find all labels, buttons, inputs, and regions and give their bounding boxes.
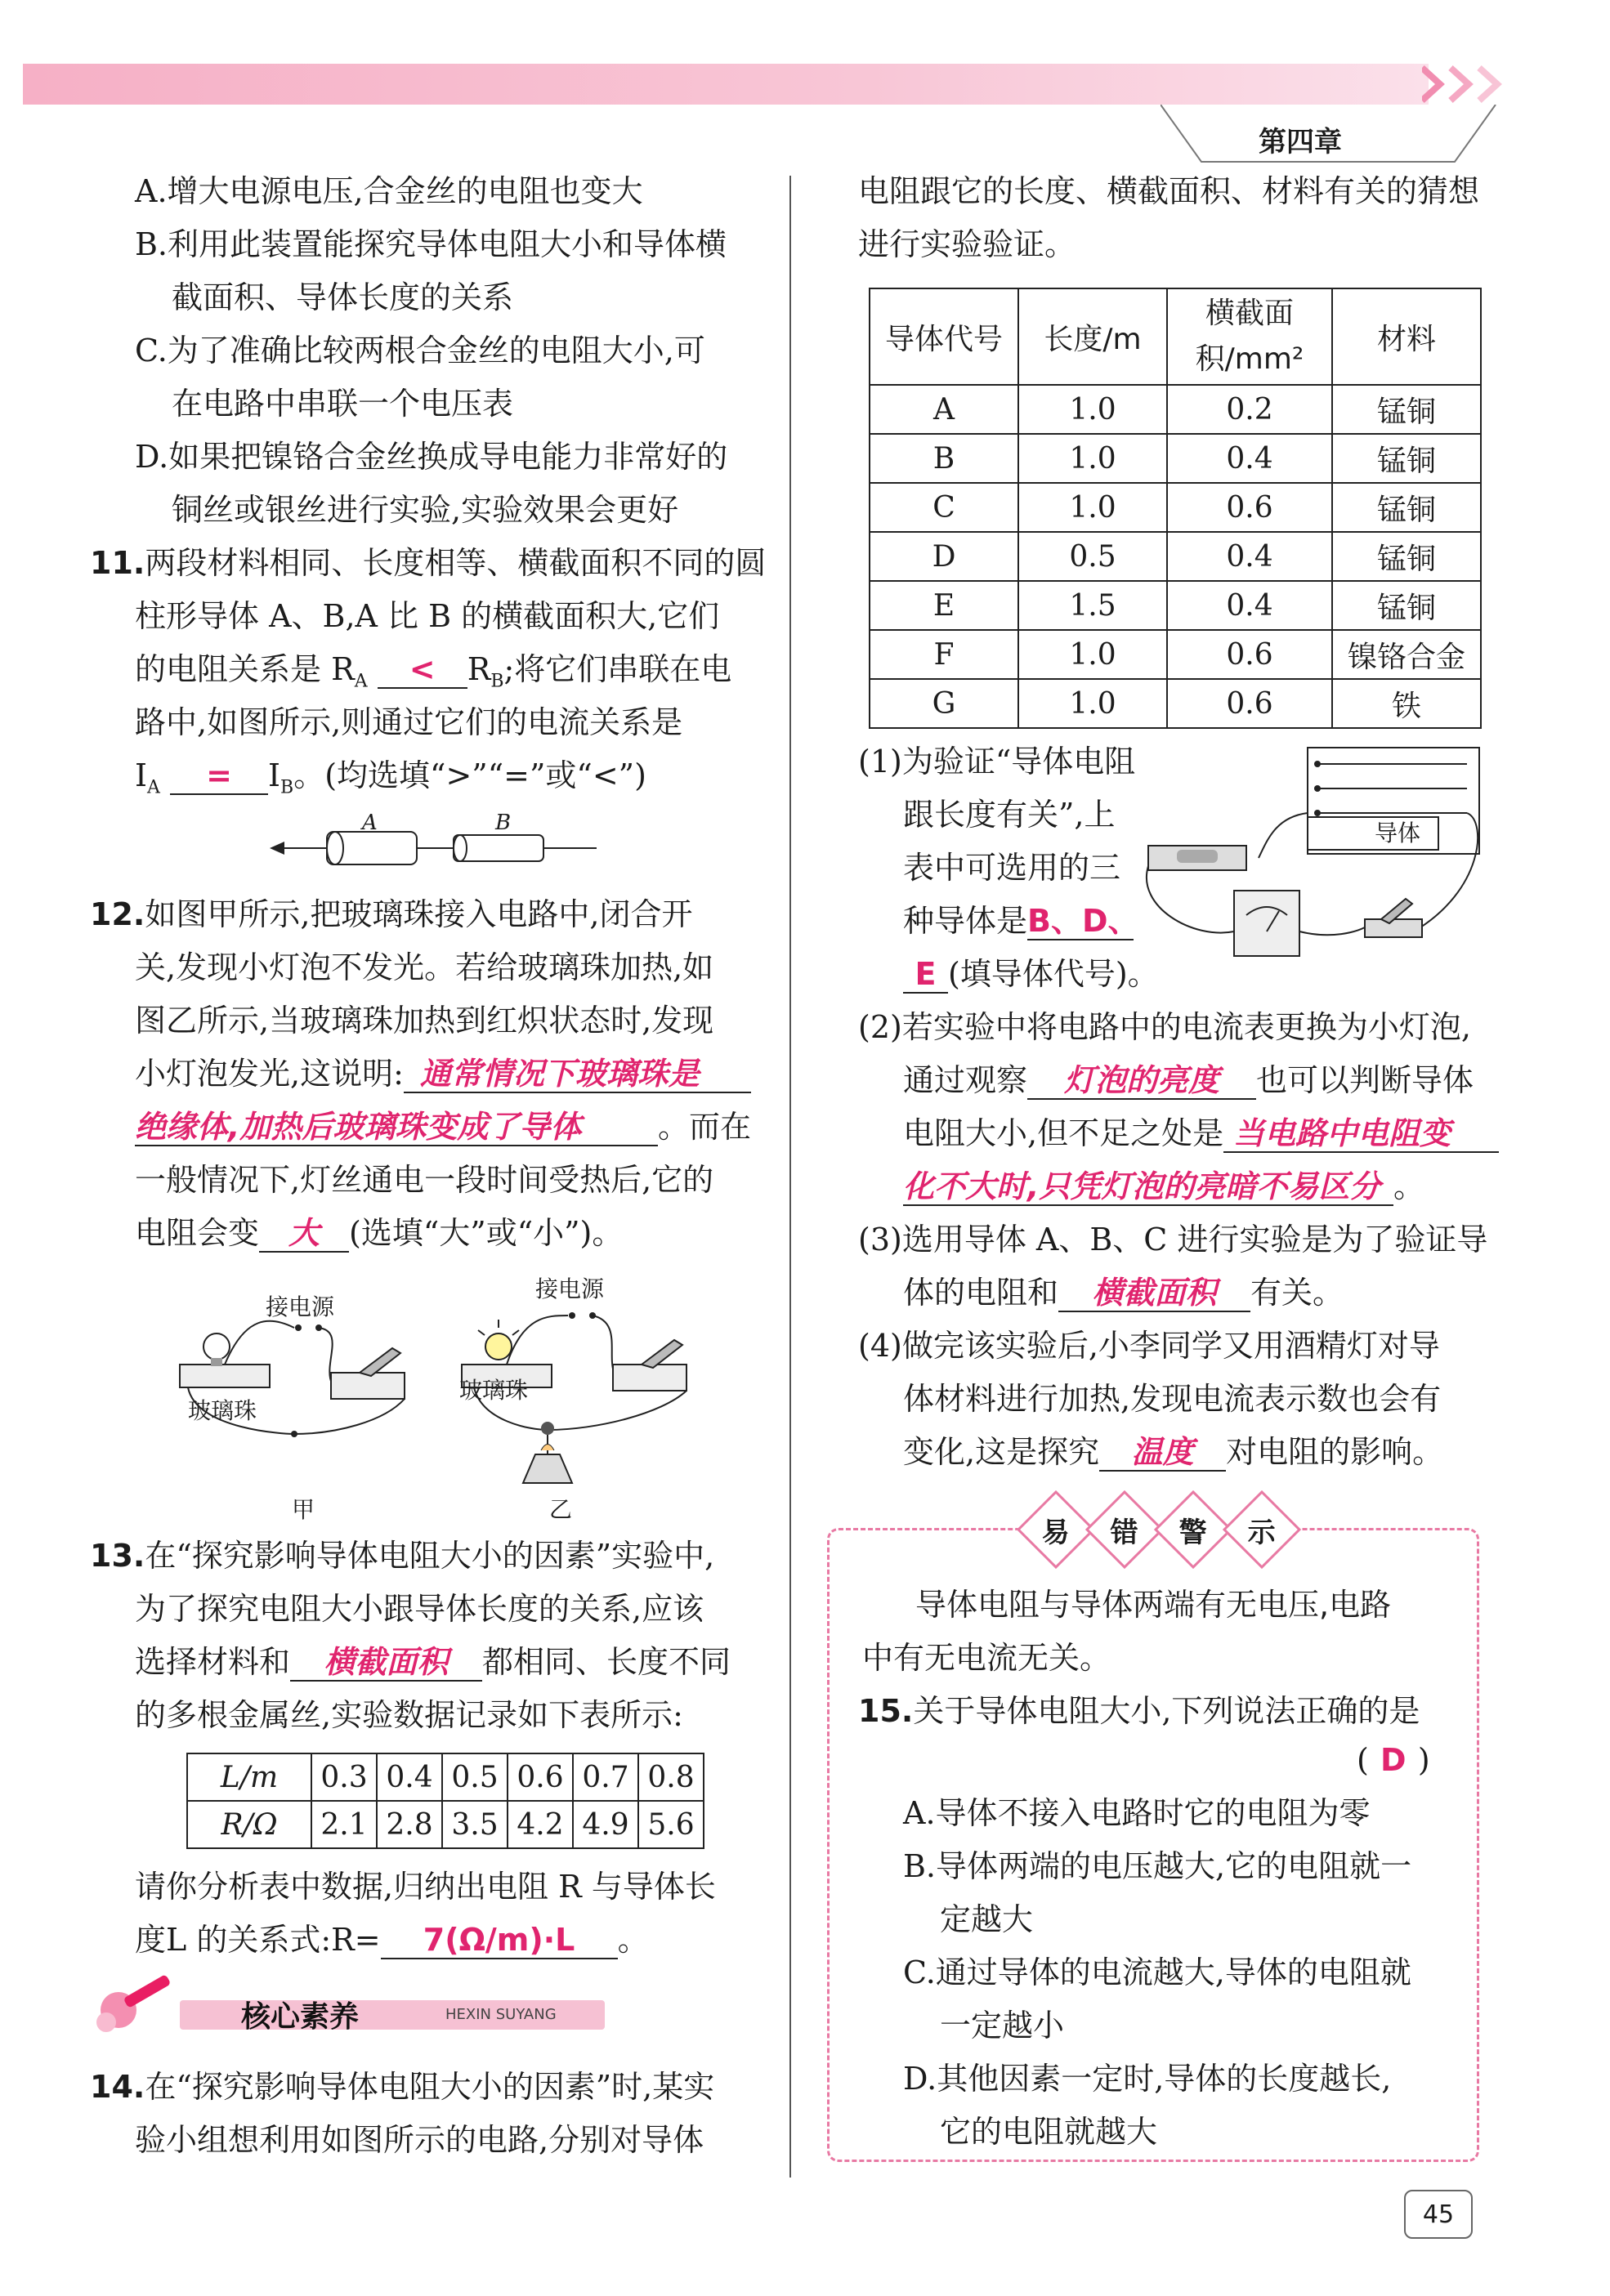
q14-number: 14. <box>90 2069 145 2105</box>
q12-answer-blank-1b[interactable]: 绝缘体,加热后玻璃珠变成了导体 <box>135 1109 658 1146</box>
table-cell: 镍铬合金 <box>1332 630 1481 679</box>
q12-fig-caption-yi: 乙 <box>549 1496 573 1523</box>
table-cell: B <box>870 434 1018 483</box>
q15-stem <box>858 1691 1420 1731</box>
table-cell: D <box>870 532 1018 581</box>
table-cell: 0.8 <box>638 1753 704 1801</box>
warning-title-char <box>1085 1490 1164 1569</box>
q13-text3b: 都相同、长度不同 <box>482 1644 731 1680</box>
q13-text1: 在“探究影响导体电阻大小的因素”实验中, <box>145 1538 715 1574</box>
q10-option-b: B.利用此装置能探究导体电阻大小和导体横 <box>135 226 727 262</box>
q11-text1: 两段材料相同、长度相等、横截面积不同的圆 <box>145 545 767 581</box>
q14-sub4-answer-blank[interactable]: 温度 <box>1099 1434 1226 1472</box>
q12-text1: 如图甲所示,把玻璃珠接入电路中,闭合开 <box>145 896 693 932</box>
table-header: 长度/m <box>1018 288 1167 385</box>
q14-line2: 验小组想利用如图所示的电路,分别对导体 <box>135 2122 704 2158</box>
q14-sub1-line5 <box>903 954 1159 994</box>
table-cell: 锰铜 <box>1332 483 1481 532</box>
q14-sub2-line2 <box>903 1061 1474 1100</box>
warning-title-text: 示 <box>1248 1516 1276 1549</box>
table-cell: 0.7 <box>573 1753 638 1801</box>
q13-line3 <box>135 1642 731 1682</box>
page-number: 45 <box>1404 2190 1473 2239</box>
q12-text4: 小灯泡发光,这说明: <box>135 1056 404 1092</box>
q11-text3b: R <box>467 651 491 687</box>
q11-fig-label-b: B <box>495 811 512 835</box>
table-cell: 0.4 <box>377 1753 442 1801</box>
q11-sub-ib: B <box>280 777 294 798</box>
q11-number: 11. <box>90 545 145 581</box>
table-row <box>870 630 1481 679</box>
q14-sub1-line1: (1)为验证“导体电阻 <box>858 744 1136 779</box>
q12-line5 <box>135 1107 751 1146</box>
q12-text7a: 电阻会变 <box>135 1215 260 1251</box>
q11-line5 <box>135 756 646 808</box>
q12-answer-blank-2[interactable]: 大 <box>259 1215 349 1253</box>
table-row <box>870 532 1481 581</box>
table-cell: 0.5 <box>1018 532 1167 581</box>
table-cell: 0.2 <box>1167 385 1332 434</box>
q14-sub1-text5: (填导体代号)。 <box>948 956 1159 992</box>
table-cell: 0.4 <box>1167 434 1332 483</box>
q14-sub2-line3 <box>903 1114 1499 1153</box>
q14-sub1-text4: 种导体是 <box>903 903 1028 939</box>
table-cell: 3.5 <box>442 1801 508 1848</box>
table-row <box>870 483 1481 532</box>
q14-sub3-line2 <box>903 1273 1344 1312</box>
q14-sub2-text2b: 也可以判断导体 <box>1256 1062 1474 1098</box>
q15-option-d: D.其他因素一定时,导体的长度越长, <box>903 2061 1392 2097</box>
q11-answer-blank-1[interactable]: < <box>378 651 467 689</box>
q12-line2: 关,发现小灯泡不发光。若给玻璃珠加热,如 <box>135 949 714 985</box>
q12-line3: 图乙所示,当玻璃珠加热到红炽状态时,发现 <box>135 1003 714 1039</box>
table-cell: 0.5 <box>442 1753 508 1801</box>
table-cell: 锰铜 <box>1332 385 1481 434</box>
table-header: 材料 <box>1332 288 1481 385</box>
table-cell: F <box>870 630 1018 679</box>
q14-sub3-line1: (3)选用导体 A、B、C 进行实验是为了验证导 <box>858 1222 1488 1257</box>
q12-fig-label-power-1: 接电源 <box>266 1293 335 1320</box>
table-cell: 4.9 <box>573 1801 638 1848</box>
q15-option-b-cont: 定越大 <box>940 1901 1034 1937</box>
q10-option-a: A.增大电源电压,合金丝的电阻也变大 <box>135 173 643 209</box>
q14-sub3-answer-blank[interactable]: 横截面积 <box>1058 1275 1250 1312</box>
q10-option-c-cont: 在电路中串联一个电压表 <box>172 386 514 422</box>
table-cell: 1.0 <box>1018 483 1167 532</box>
table-cell: 1.0 <box>1018 630 1167 679</box>
q12-number: 12. <box>90 896 145 932</box>
table-row <box>187 1801 704 1848</box>
column-divider <box>789 176 791 2178</box>
q14-sub4-line1: (4)做完该实验后,小李同学又用酒精灯对导 <box>858 1328 1440 1364</box>
q12-line4 <box>135 1054 751 1093</box>
chapter-title: 第四章 <box>1259 126 1342 159</box>
q14-sub1-answer-blank-cont[interactable]: E <box>903 956 948 994</box>
q13-text3a: 选择材料和 <box>135 1644 291 1680</box>
table-row <box>187 1753 704 1801</box>
table-row <box>870 581 1481 630</box>
table-cell: 锰铜 <box>1332 581 1481 630</box>
table-cell: 0.4 <box>1167 532 1332 581</box>
q11-text5c: 。(均选填“>”“=”或“<”) <box>293 757 646 793</box>
table-row <box>870 288 1481 385</box>
q13-answer-blank-2[interactable]: 7(Ω/m)·L <box>381 1922 618 1959</box>
q14-fig-label-conductor: 导体 <box>1375 820 1421 846</box>
q11-conductors-figure <box>270 809 597 874</box>
q12-fig-label-bead-1: 玻璃珠 <box>188 1397 257 1424</box>
q14-sub2-answer-blank-2b[interactable]: 化不大时,只凭灯泡的亮暗不易区分 <box>903 1168 1393 1206</box>
table-cell: 0.4 <box>1167 581 1332 630</box>
table-cell: 2.8 <box>377 1801 442 1848</box>
table-cell: 4.2 <box>508 1801 573 1848</box>
header-bar <box>23 64 1429 105</box>
table-cell: E <box>870 581 1018 630</box>
table-cell: C <box>870 483 1018 532</box>
table-cell: 1.0 <box>1018 434 1167 483</box>
q14-sub2-line4 <box>903 1167 1424 1206</box>
q14-sub1-answer-blank[interactable]: B、D、 <box>1027 903 1139 939</box>
table-header: 导体代号 <box>870 288 1018 385</box>
q13-line2: 为了探究电阻大小跟导体长度的关系,应该 <box>135 1591 704 1627</box>
q11-text3a: 的电阻关系是 R <box>135 651 355 687</box>
q12-line1 <box>90 895 693 934</box>
table-row <box>870 434 1481 483</box>
warning-title-char <box>1017 1490 1095 1569</box>
q15-stem-text: 关于导体电阻大小,下列说法正确的是 <box>913 1693 1420 1729</box>
q14-text1: 在“探究影响导体电阻大小的因素”时,某实 <box>145 2069 715 2105</box>
table-cell: 0.3 <box>311 1753 377 1801</box>
table-row <box>870 679 1481 728</box>
warning-title-char <box>1154 1490 1232 1569</box>
table-cell: 2.1 <box>311 1801 377 1848</box>
q14-sub1-line3: 表中可选用的三 <box>903 850 1121 886</box>
q13-line4: 的多根金属丝,实验数据记录如下表所示: <box>135 1697 683 1733</box>
warning-text-1: 导体电阻与导体两端有无电压,电路 <box>915 1587 1392 1623</box>
q14-sub3-text2a: 体的电阻和 <box>903 1275 1059 1311</box>
q10-option-d-cont: 铜丝或银丝进行实验,实验效果会更好 <box>172 492 679 528</box>
warning-title <box>1028 1502 1290 1557</box>
q15-option-a: A.导体不接入电路时它的电阻为零 <box>903 1795 1371 1831</box>
q13-line1 <box>90 1536 714 1575</box>
table-row <box>870 385 1481 434</box>
q13-answer-blank-1[interactable]: 横截面积 <box>290 1644 482 1682</box>
warning-title-text: 警 <box>1179 1516 1207 1549</box>
q11-answer-blank-2[interactable]: = <box>170 757 268 795</box>
q14-sub2-text4: 。 <box>1393 1168 1425 1204</box>
q14-sub4-text3a: 变化,这是探究 <box>903 1434 1100 1470</box>
q13-number: 13. <box>90 1538 145 1574</box>
q15-option-c-cont: 一定越小 <box>940 2008 1065 2044</box>
q10-option-b-cont: 截面积、导体长度的关系 <box>172 279 514 315</box>
q15-option-d-cont: 它的电阻就越大 <box>940 2114 1158 2150</box>
q15-option-c: C.通过导体的电流越大,导体的电阻就 <box>903 1954 1411 1990</box>
q15-option-b: B.导体两端的电压越大,它的电阻就一 <box>903 1848 1412 1884</box>
q14-sub2-answer-blank-1[interactable]: 灯泡的亮度 <box>1027 1062 1256 1100</box>
table-cell: 0.6 <box>508 1753 573 1801</box>
q10-option-c: C.为了准确比较两根合金丝的电阻大小,可 <box>135 333 705 369</box>
q11-text5b: I <box>268 757 281 793</box>
table-cell: 1.5 <box>1018 581 1167 630</box>
q13-data-table <box>186 1753 704 1849</box>
table-cell: R/Ω <box>187 1801 311 1848</box>
table-cell: 0.6 <box>1167 630 1332 679</box>
q14-sub4-text3b: 对电阻的影响。 <box>1226 1434 1444 1470</box>
table-cell: 0.6 <box>1167 483 1332 532</box>
table-cell: 1.0 <box>1018 385 1167 434</box>
table-header: 横截面积/mm² <box>1167 288 1332 385</box>
q14-circuit-figure <box>1144 744 1487 980</box>
q14-sub2-text2a: 通过观察 <box>903 1062 1028 1098</box>
table-cell: 铁 <box>1332 679 1481 728</box>
q11-text3c: ;将它们串联在电 <box>503 651 732 687</box>
table-cell: A <box>870 385 1018 434</box>
q14-line3: 电阻跟它的长度、横截面积、材料有关的猜想 <box>858 173 1480 209</box>
q11-line4: 路中,如图所示,则通过它们的电流关系是 <box>135 704 683 740</box>
q14-sub1-line4 <box>903 901 1139 940</box>
q11-sub-b: B <box>490 671 504 692</box>
warning-title-char <box>1223 1490 1301 1569</box>
q12-text5: 。而在 <box>658 1109 752 1145</box>
q14-conductor-table <box>869 288 1482 729</box>
q12-fig-label-bead-2: 玻璃珠 <box>459 1377 529 1404</box>
warning-title-text: 易 <box>1042 1516 1070 1549</box>
q15-answer[interactable]: D <box>1380 1742 1407 1778</box>
q14-sub1-line2: 跟长度有关”,上 <box>903 797 1116 833</box>
q11-line2: 柱形导体 A、B,A 比 B 的横截面积大,它们 <box>135 598 720 634</box>
q11-text5a: I <box>135 757 148 793</box>
q11-fig-label-a: A <box>362 811 378 835</box>
q11-line1 <box>90 543 766 583</box>
warning-text-2: 中有无电流无关。 <box>862 1640 1111 1676</box>
q14-line1 <box>90 2067 714 2106</box>
q13-line5: 请你分析表中数据,归纳出电阻 R 与导体长 <box>135 1869 716 1905</box>
q11-sub-ia: A <box>147 777 160 798</box>
q14-sub3-text2b: 有关。 <box>1250 1275 1344 1311</box>
warning-title-text: 错 <box>1111 1516 1138 1549</box>
q12-line6: 一般情况下,灯丝通电一段时间受热后,它的 <box>135 1162 714 1198</box>
table-cell: 锰铜 <box>1332 532 1481 581</box>
table-cell: 5.6 <box>638 1801 704 1848</box>
q14-sub2-line1: (2)若实验中将电路中的电流表更换为小灯泡, <box>858 1009 1471 1045</box>
q12-fig-caption-jia: 甲 <box>292 1496 315 1523</box>
q11-sub-a: A <box>354 671 368 692</box>
q12-fig-label-power-2: 接电源 <box>535 1275 605 1302</box>
q14-sub2-answer-blank-2a[interactable]: 当电路中电阻变 <box>1223 1115 1499 1153</box>
section-banner-subtitle: HEXIN SUYANG <box>445 2006 557 2023</box>
q12-answer-blank-1a[interactable]: 通常情况下玻璃珠是 <box>404 1056 751 1093</box>
table-cell: G <box>870 679 1018 728</box>
q15-answer-bracket: ( D ) <box>1357 1742 1430 1778</box>
q11-line3 <box>135 650 731 702</box>
table-cell: 锰铜 <box>1332 434 1481 483</box>
q14-sub4-line2: 体材料进行加热,发现电流表示数也会有 <box>903 1381 1442 1417</box>
q13-text6a: 度L 的关系式:R= <box>135 1922 381 1958</box>
q14-sub2-text3a: 电阻大小,但不足之处是 <box>903 1115 1224 1151</box>
section-banner-title: 核心素养 <box>241 2000 360 2034</box>
q13-text6b: 。 <box>617 1922 649 1958</box>
table-cell: 0.6 <box>1167 679 1332 728</box>
q15-number: 15. <box>858 1693 914 1729</box>
q12-line7 <box>135 1213 623 1253</box>
q14-line4: 进行实验验证。 <box>858 226 1076 262</box>
table-cell: 1.0 <box>1018 679 1167 728</box>
q14-sub4-line3 <box>903 1432 1443 1472</box>
q12-text7b: (选填“大”或“小”)。 <box>349 1215 624 1251</box>
header-arrows-icon <box>1422 64 1528 105</box>
pen-hand-icon <box>90 1973 180 2039</box>
table-cell: L/m <box>187 1753 311 1801</box>
q13-line6 <box>135 1920 649 1959</box>
q10-option-d: D.如果把镍铬合金丝换成导电能力非常好的 <box>135 439 728 475</box>
